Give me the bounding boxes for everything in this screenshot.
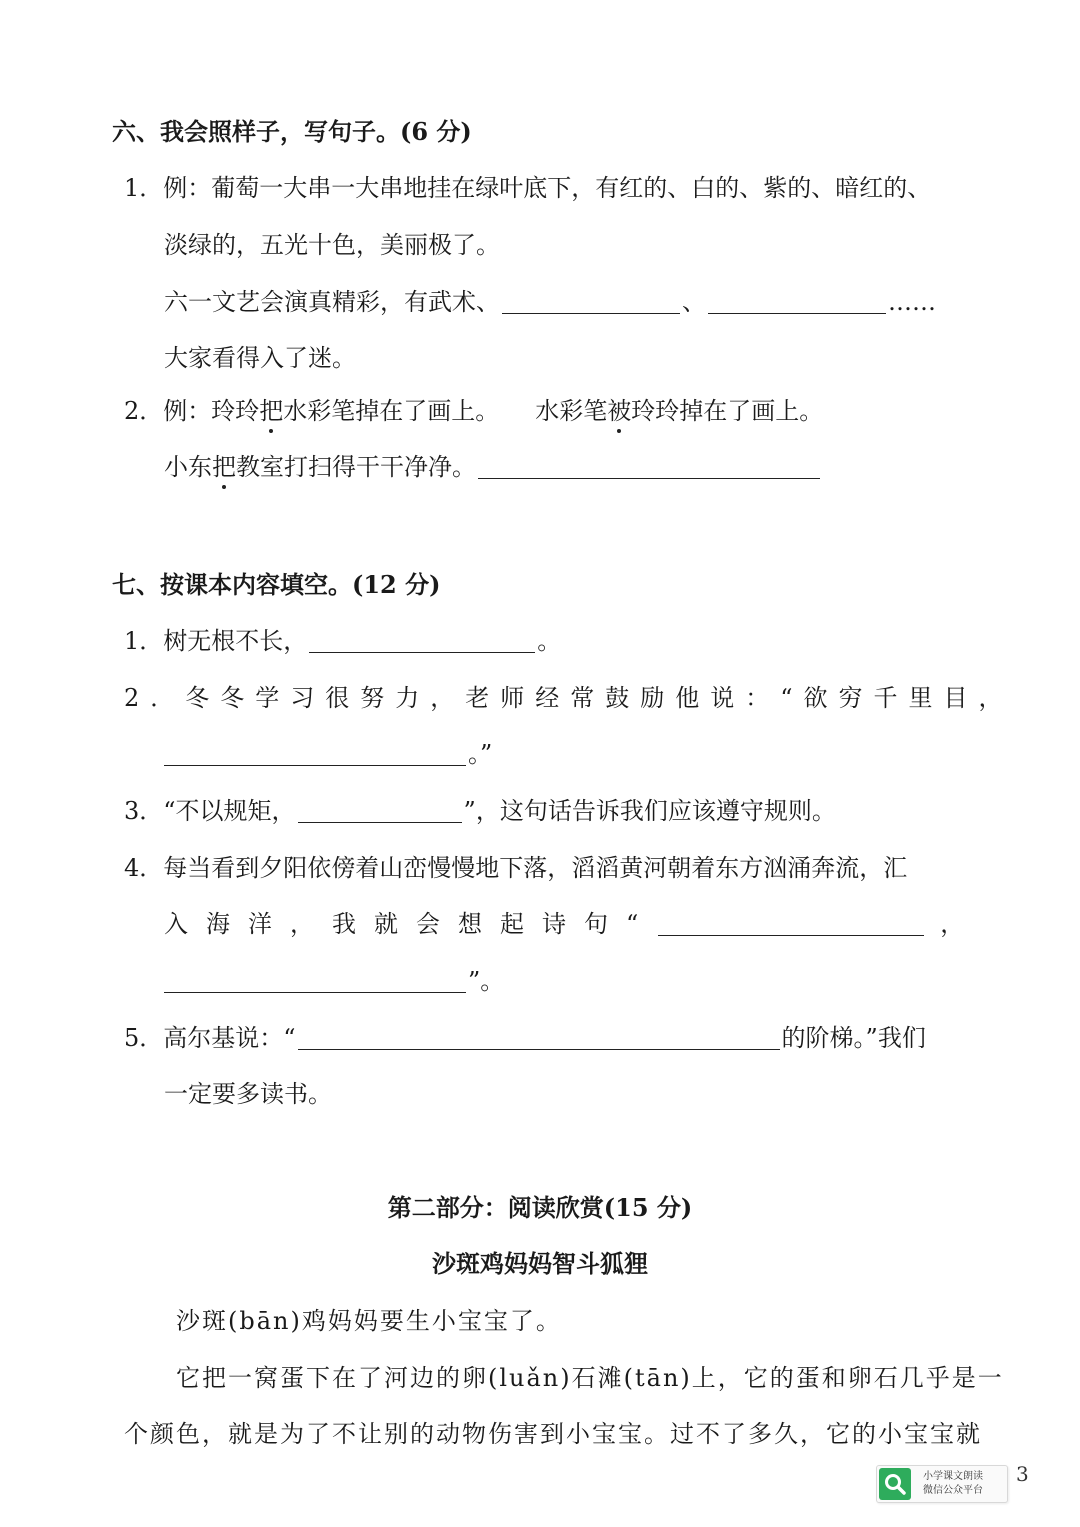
q7-1 (124, 625, 561, 657)
q7-3-blank[interactable] (298, 798, 462, 823)
logo-badge (879, 1468, 911, 1500)
q7-4-line2 (164, 908, 964, 940)
q6-2-task1: 小东 (164, 453, 212, 481)
q6-1-task-sep: 、 (682, 288, 706, 316)
q7-4-line2-prefix: 入海洋，我就会想起诗句“ (164, 910, 657, 938)
q6-2-ex-a1: 玲玲 (211, 397, 260, 425)
q6-2-task2: 教室打扫得干干净净。 (236, 453, 476, 481)
section7-title: 七、按课本内容填空。(12 分) (112, 570, 441, 599)
q6-1-task-suffix: …… (888, 288, 936, 316)
story-title: 沙斑鸡妈妈智斗狐狸 (432, 1249, 648, 1278)
q6-1-task-line2: 大家看得入了迷。 (164, 344, 356, 372)
part2-title: 第二部分：阅读欣赏(15 分) (387, 1193, 693, 1222)
q7-3-prefix: 3．“不以规矩， (124, 797, 296, 825)
q7-2-suffix: 。” (468, 740, 493, 768)
wechat-platform-logo (876, 1465, 1008, 1503)
q6-1-task-prefix: 六一文艺会演真精彩，有武术、 (164, 288, 500, 316)
story-paragraph-2-line1: 它把一窝蛋下在了河边的卵(luǎn)石滩(tān)上，它的蛋和卵石几乎是一 (176, 1364, 1004, 1392)
q6-2-task-dot: 把 (212, 453, 236, 481)
q7-2-blank[interactable] (164, 741, 466, 766)
q6-1-task-line1 (164, 286, 936, 318)
q6-2-ex-b2: 玲玲掉在了画上。 (631, 397, 824, 425)
q6-2-num: 2．例： (124, 397, 212, 425)
q7-1-blank[interactable] (309, 628, 535, 653)
q7-3 (124, 795, 836, 827)
q7-4-line3-suffix: ”。 (468, 967, 505, 995)
page-number: 3 (1016, 1462, 1029, 1486)
q7-4-blank-a[interactable] (658, 911, 924, 936)
q6-1-blank-a[interactable] (502, 289, 680, 314)
q6-2-blank[interactable] (478, 454, 820, 479)
q7-4-blank-b[interactable] (164, 968, 466, 993)
q6-2-ex-a2: 水彩笔掉在了画上。 (283, 397, 500, 425)
q7-5-blank[interactable] (298, 1025, 780, 1050)
q7-4-line2-suffix: ， (940, 910, 965, 938)
q6-1-blank-b[interactable] (708, 289, 886, 314)
q7-2-line1: 2．冬冬学习很努力，老师经常鼓励他说：“欲穷千里目， (124, 684, 1014, 712)
logo-line1: 小学课文朗读 (923, 1471, 983, 1482)
story-paragraph-1: 沙斑(bān)鸡妈妈要生小宝宝了。 (176, 1307, 562, 1335)
q7-5-prefix: 5．高尔基说：“ (124, 1024, 296, 1052)
q6-2-ex-b1: 水彩笔 (535, 397, 608, 425)
q7-1-prefix: 1．树无根不长， (124, 627, 308, 655)
q7-3-suffix: ”，这句话告诉我们应该遵守规则。 (463, 797, 836, 825)
q6-2-example (124, 395, 823, 427)
q6-2-ex-b-dot: 被 (607, 397, 632, 425)
q7-5-line1 (124, 1022, 926, 1054)
q7-5-line2: 一定要多读书。 (164, 1080, 332, 1108)
story-paragraph-2-line2: 个颜色，就是为了不让别的动物伤害到小宝宝。过不了多久，它的小宝宝就 (124, 1420, 982, 1448)
q7-2-line2 (164, 738, 492, 770)
q6-1-example-line2: 淡绿的，五光十色，美丽极了。 (164, 231, 500, 259)
q6-1-example-line1: 1．例：葡萄一大串一大串地挂在绿叶底下，有红的、白的、紫的、暗红的、 (124, 174, 932, 202)
q7-4-line1: 4．每当看到夕阳依傍着山峦慢慢地下落，滔滔黄河朝着东方汹涌奔流，汇 (124, 854, 908, 882)
search-icon (879, 1468, 911, 1500)
section6-title: 六、我会照样子，写句子。(6 分) (112, 117, 472, 146)
q7-4-line3 (164, 965, 504, 997)
logo-line2: 微信公众平台 (923, 1485, 983, 1496)
q7-1-suffix: 。 (537, 627, 562, 655)
q7-5-suffix: 的阶梯。”我们 (781, 1024, 926, 1052)
q6-2-ex-a-dot: 把 (259, 397, 284, 425)
q6-2-task (164, 451, 822, 483)
